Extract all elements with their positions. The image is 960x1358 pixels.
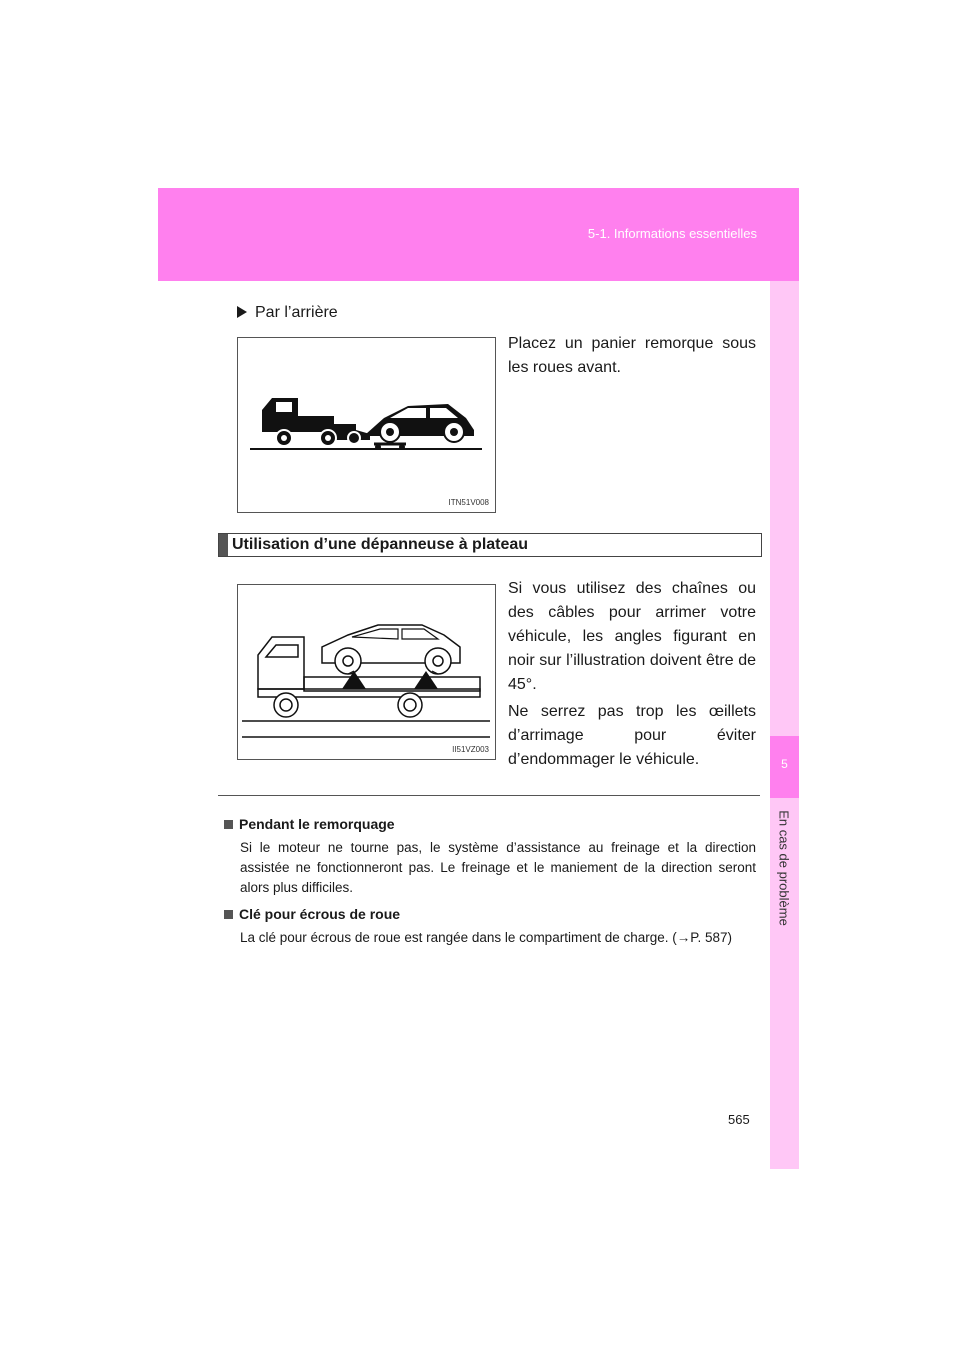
section-divider xyxy=(218,795,760,796)
flatbed-figure xyxy=(237,584,496,760)
note-title-wheel-key xyxy=(224,906,400,922)
page-number: 565 xyxy=(728,1112,750,1127)
section-title: 5-1. Informations essentielles xyxy=(587,226,757,241)
flatbed-text-1: Si vous utilisez des chaînes ou des câbles pour arrimer votre véhicule, les angles figurant en noir sur l’illustration doivent être de 45°. xyxy=(508,580,756,693)
note-title-text: Clé pour écrous de roue xyxy=(239,906,401,922)
tow-truck-dolly-illustration xyxy=(238,338,495,512)
flatbed-truck-illustration xyxy=(238,585,495,759)
chapter-side-tab xyxy=(770,281,799,1169)
rear-tow-text: Placez un panier remorque sous les roues avant. xyxy=(508,335,756,376)
flatbed-text-2: Ne serrez pas trop les œillets d’arrimage pour éviter d’endommager le véhicule. xyxy=(508,703,756,768)
note-body-wheel-key: La clé pour écrous de roue est rangée dans le compartiment de charge. (→P. 587) xyxy=(240,930,733,945)
flatbed-section-header xyxy=(218,533,762,557)
note-body-towing: Si le moteur ne tourne pas, le système d’assistance au freinage et la direction assistée ne fonctionneront pas. Le freinage et le maniement de la direction seront alors plus difficiles. xyxy=(240,840,756,895)
triangle-right-icon xyxy=(237,306,247,318)
square-bullet-icon xyxy=(224,820,233,829)
rear-tow-heading xyxy=(237,304,338,322)
chapter-label: En cas de problème xyxy=(776,810,792,926)
rear-tow-figure xyxy=(237,337,496,513)
note-title-towing xyxy=(224,816,395,832)
flatbed-section-title: Utilisation d’une dépanneuse à plateau xyxy=(232,536,529,553)
figure-code: II51VZ003 xyxy=(452,745,489,754)
rear-tow-heading-text: Par l’arrière xyxy=(255,304,338,321)
figure-code: ITN51V008 xyxy=(448,498,489,507)
chapter-number: 5 xyxy=(781,757,788,771)
square-bullet-icon xyxy=(224,910,233,919)
header-band xyxy=(158,188,799,281)
note-title-text: Pendant le remorquage xyxy=(239,816,395,832)
section-marker xyxy=(219,534,228,556)
